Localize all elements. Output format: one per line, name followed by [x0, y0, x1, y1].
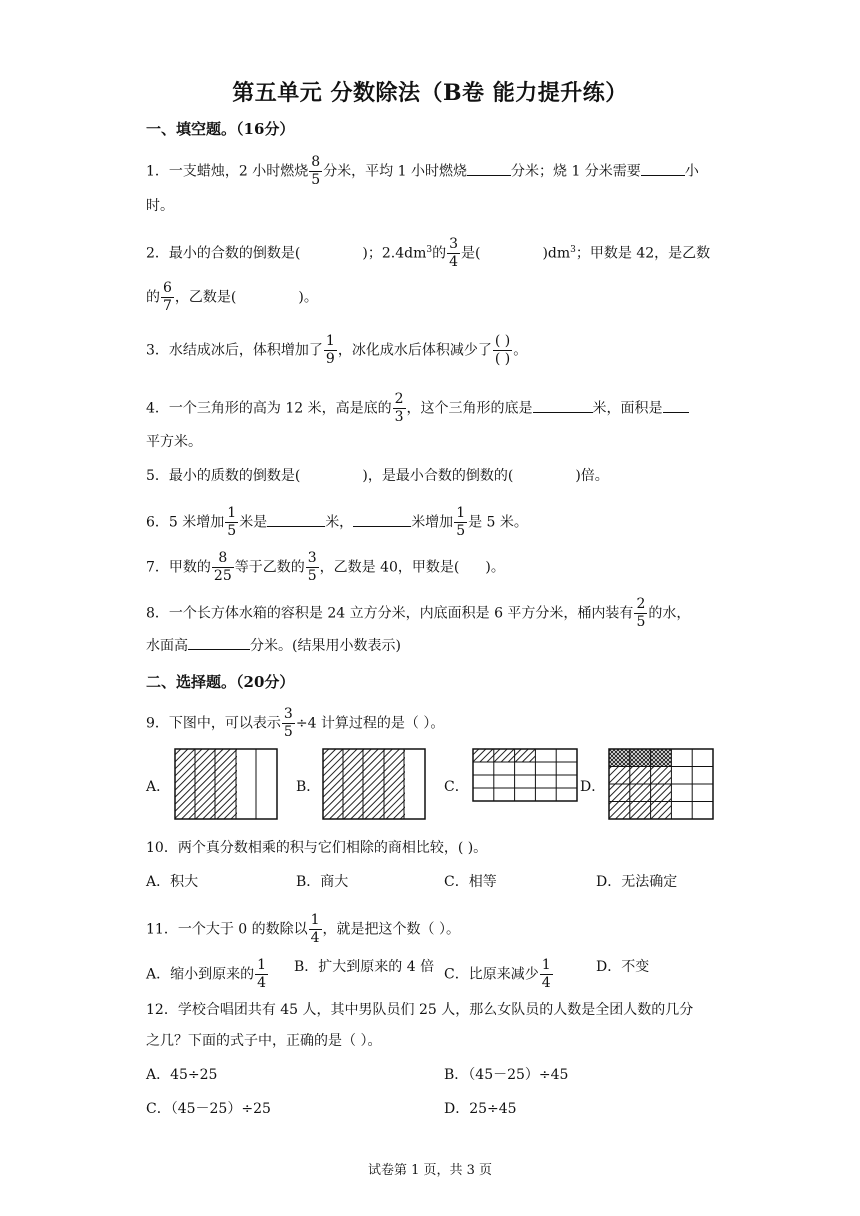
fraction: $\frac{8}{5}$	[311, 154, 321, 188]
option-b[interactable]: B．扩大到原来的 4 倍	[294, 959, 435, 975]
question-12-cont: 之几？下面的式子中，正确的是（ ）。	[146, 1033, 382, 1049]
page-footer: 试卷第 1 页，共 3 页	[367, 1163, 493, 1178]
answer-blank[interactable]	[353, 512, 411, 527]
question-12: 12．学校合唱团共有 45 人，其中男队员们 25 人，那么女队员的人数是全团人数的几分	[146, 1002, 694, 1018]
fraction: $\frac{3}{5}$	[307, 550, 317, 584]
answer-blank[interactable]	[467, 161, 511, 176]
fraction: $\frac{1}{4}$	[541, 957, 551, 991]
option-c[interactable]: C．比原来减少 $\frac{1}{4}$	[444, 957, 551, 991]
option-b[interactable]: B．商大	[296, 874, 349, 890]
option-d[interactable]: D．无法确定	[596, 874, 678, 890]
question-7: 7．甲数的 $\frac{8}{25}$ 等于乙数的 $\frac{3}{5}$ ，乙数是 40，甲数是( )。	[146, 550, 505, 584]
fraction: $\frac{2}{5}$	[636, 596, 646, 630]
option-a[interactable]: A．45÷25	[146, 1067, 218, 1083]
question-5: 5．最小的质数的倒数是( )，是最小合数的倒数的( )倍。	[146, 468, 609, 484]
answer-blank[interactable]	[663, 398, 689, 413]
option-d[interactable]: D．25÷45	[444, 1101, 517, 1117]
question-11: 11．一个大于 0 的数除以 $\frac{1}{4}$ ，就是把这个数（ ）。	[146, 912, 460, 946]
fraction: $\frac{6}{7}$	[163, 280, 172, 314]
answer-fraction-blank[interactable]: $\frac{( )}{( )}$	[494, 333, 511, 367]
answer-blank[interactable]	[267, 512, 325, 527]
option-a[interactable]: A．积大	[146, 874, 199, 890]
fraction: $\frac{1}{5}$	[227, 505, 237, 539]
section-choice-title: 二、选择题。（20分）	[146, 673, 295, 691]
answer-blank[interactable]	[188, 635, 250, 650]
question-1: 1．一支蜡烛，2 小时燃烧 $\frac{8}{5}$ 分米，平均 1 小时燃烧 分米；烧 1 分米需要 小	[146, 154, 699, 188]
question-9: 9．下图中，可以表示 $\frac{3}{5}$ ÷4 计算过程的是（ ）。	[146, 706, 445, 740]
section-fill-in-title: 一、填空题。（16分）	[146, 120, 295, 138]
question-8: 8．一个长方体水箱的容积是 24 立方分米，内底面积是 6 平方分米，桶内装有 $\frac{2}{5}$ 的水，	[146, 596, 691, 630]
fraction: $\frac{1}{4}$	[257, 957, 267, 991]
option-a[interactable]: A．缩小到原来的 $\frac{1}{4}$	[146, 957, 267, 991]
fraction: $\frac{2}{3}$	[394, 391, 404, 425]
option-b[interactable]: B．（45－25）÷45	[444, 1067, 569, 1083]
fraction: $\frac{1}{5}$	[456, 505, 466, 539]
figure-a	[174, 748, 278, 820]
fraction: $\frac{3}{5}$	[283, 706, 293, 740]
figure-c	[472, 748, 578, 802]
question-1-cont: 时。	[146, 198, 174, 214]
fraction: $\frac{1}{9}$	[325, 333, 335, 367]
answer-blank[interactable]	[533, 398, 593, 413]
option-b-label[interactable]: B．	[296, 779, 321, 795]
fraction: $\frac{3}{4}$	[449, 236, 458, 270]
question-6: 6．5 米增加 $\frac{1}{5}$ 米是 米， 米增加 $\frac{1}{5}$ 是 5 米。	[146, 505, 528, 539]
answer-blank[interactable]	[641, 161, 685, 176]
option-c[interactable]: C．（45－25）÷25	[146, 1101, 271, 1117]
question-10: 10．两个真分数相乘的积与它们相除的商相比较，( )。	[146, 840, 488, 856]
fraction: $\frac{1}{4}$	[310, 912, 320, 946]
option-d[interactable]: D．不变	[596, 959, 650, 975]
option-c-label[interactable]: C．	[444, 779, 469, 795]
fraction: $\frac{8}{25}$	[213, 550, 232, 584]
figure-d	[608, 748, 714, 820]
cross-hatched-region	[609, 749, 671, 767]
question-4: 4．一个三角形的高为 12 米，高是底的 $\frac{2}{3}$ ，这个三角形的底是 米，面积是	[146, 391, 689, 426]
option-a-label[interactable]: A．	[146, 779, 171, 795]
page-title: 第五单元 分数除法（B卷 能力提升练）	[232, 80, 628, 106]
shaded-region	[175, 749, 237, 819]
option-d-label[interactable]: D．	[580, 779, 606, 795]
shaded-region	[323, 749, 405, 819]
question-3: 3．水结成冰后，体积增加了 $\frac{1}{9}$ ，冰化成水后体积减少了 $\frac{( )}{( )}$ 。	[146, 333, 528, 367]
option-c[interactable]: C．相等	[444, 874, 497, 890]
question-2: 2．最小的合数的倒数是( )；$2.4dm^3$的 $\frac{3}{4}$ 是( )$dm^3$；甲数是 42，是乙数	[146, 236, 711, 270]
shaded-region	[473, 749, 535, 762]
question-4-cont: 平方米。	[146, 434, 202, 450]
figure-b	[322, 748, 426, 820]
question-8-cont: 水面高 分米。(结果用小数表示)	[146, 635, 401, 656]
question-2-cont: 的 $\frac{6}{7}$ ，乙数是( )。	[146, 280, 318, 314]
